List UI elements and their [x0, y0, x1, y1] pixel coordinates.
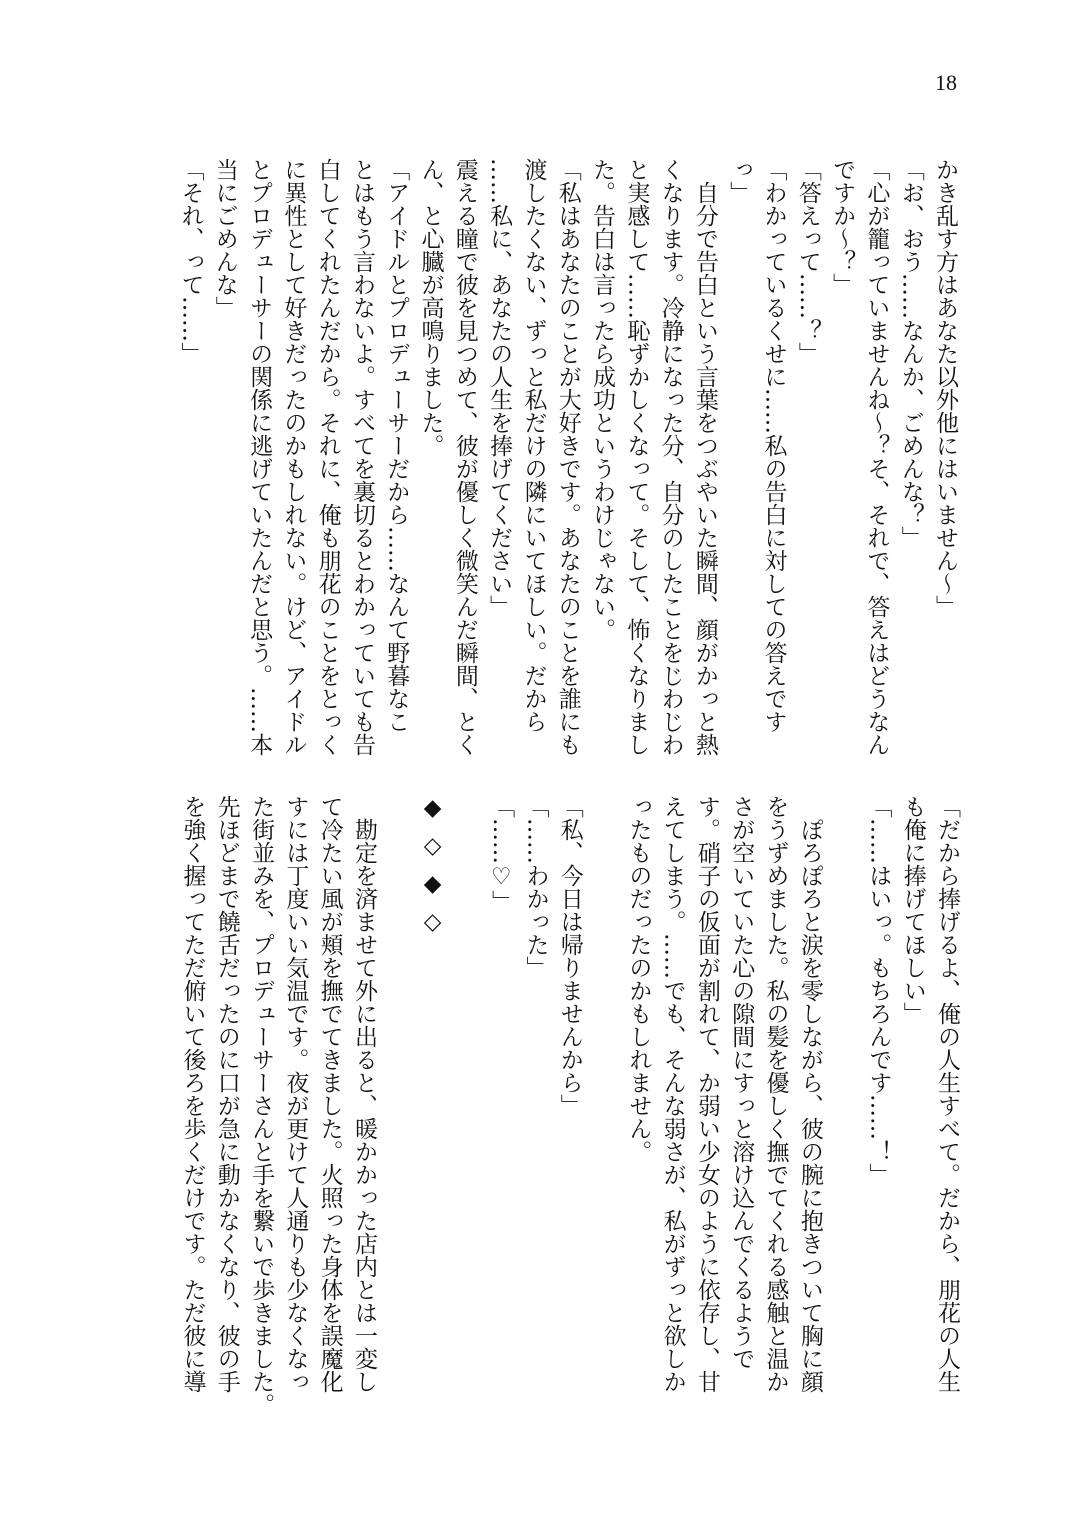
text-column: かき乱す方はあなた以外他にはいません～」: [932, 158, 958, 618]
page-number: 18: [935, 70, 957, 95]
text-column: 「心が籠っていませんね～？そ、それで、答えはどうなん: [863, 158, 890, 756]
text-column: も俺に捧げてほしい」: [899, 795, 926, 1025]
text-column: ったものだったのかもしれません。: [625, 795, 652, 1163]
text-column: 渡したくない、ずっと私だけの隣にいてほしい。だから: [520, 158, 547, 733]
text-column: 「だから捧げるよ、俺の人生すべて。だから、朋花の人生: [934, 795, 960, 1393]
text-column: 「わかっているくせに……私の告白に対しての答えです: [760, 158, 787, 733]
text-column: 「お、おう……なんか、ごめんな？」: [897, 158, 924, 549]
text-column: 「……♡」: [488, 795, 515, 913]
text-column: ぽろぽろと涙を零しながら、彼の腕に抱きついて胸に顔: [796, 795, 823, 1393]
text-column: さが空いていた心の隙間にすっと溶け込んでくるようで: [728, 795, 755, 1370]
text-column: 「私はあなたのことが大好きです。あなたのことを誰にも: [554, 158, 581, 756]
text-column: と実感して……恥ずかしくなって。そして、怖くなりまし: [623, 158, 650, 756]
text-column: をうずめました。私の髪を優しく撫でてくれる感触と温か: [762, 795, 789, 1393]
text-column: 自分で告白という言葉をつぶやいた瞬間、顔がかっと熱: [691, 158, 718, 756]
text-block-bottom: [175, 795, 964, 1416]
text-column: ですか～？」: [829, 158, 856, 296]
text-column: 「……わかった」: [522, 795, 549, 979]
text-column: っ」: [726, 158, 753, 204]
text-column: すには丁度いい気温です。夜が更けて人通りも少なくなっ: [282, 795, 309, 1393]
text-column: た。告白は言ったら成功というわけじゃない。: [589, 158, 616, 641]
blank-column: [587, 795, 621, 1395]
text-column: とはもう言わないよ。すべてを裏切るとわかっていても告: [348, 158, 375, 756]
blank-column: [827, 795, 861, 1395]
text-column: 「……はいっ。もちろんです……！」: [865, 795, 892, 1186]
text-column: 「それ、って……」: [177, 158, 204, 365]
text-column: 「私、今日は帰りませんから」: [556, 795, 583, 1117]
blank-column: [381, 795, 415, 1395]
text-column: を強く握ってただ俯いて後ろを歩くだけです。ただ彼に導: [179, 795, 206, 1393]
text-column: 「アイドルとプロデューサーだから……なんて野暮なこ: [383, 158, 410, 733]
text-column: に異性として好きだったのかもしれない。けど、アイドル: [280, 158, 307, 756]
text-block-top: [173, 158, 962, 758]
text-column: 当にごめんな」: [211, 158, 238, 319]
text-column: ……私に、あなたの人生を捧げてください」: [486, 158, 513, 618]
text-column: 「答えって……？」: [794, 158, 821, 365]
text-column: えてしまう。……でも、そんな弱さが、私がずっと欲しか: [659, 795, 686, 1393]
text-column: 先ほどまで饒舌だったのに口が急に動かなくなり、彼の手: [213, 795, 240, 1393]
text-column: 震える瞳で彼を見つめて、彼が優しく微笑んだ瞬間、とく: [451, 158, 478, 756]
blank-column: [450, 795, 484, 1395]
text-column: ん、と心臓が高鳴りました。: [417, 158, 444, 457]
text-column: て冷たい風が頬を撫でてきました。火照った身体を誤魔化: [316, 795, 343, 1393]
text-column: す。硝子の仮面が割れて、か弱い少女のように依存し、甘: [693, 795, 720, 1393]
text-column: た街並みを、プロデューサーさんと手を繋いで歩きました。: [248, 795, 275, 1416]
text-column: 白してくれたんだから。それに、俺も朋花のことをとっく: [314, 158, 341, 756]
text-column: 勘定を済ませて外に出ると、暖かかった店内とは一変し: [350, 795, 377, 1393]
text-column: くなります。冷静になった分、自分のしたことをじわじわ: [657, 158, 684, 756]
scene-break: ◆◇◆◇: [419, 795, 446, 947]
text-column: とプロデューサーの関係に逃げていたんだと思う。……本: [246, 158, 273, 756]
